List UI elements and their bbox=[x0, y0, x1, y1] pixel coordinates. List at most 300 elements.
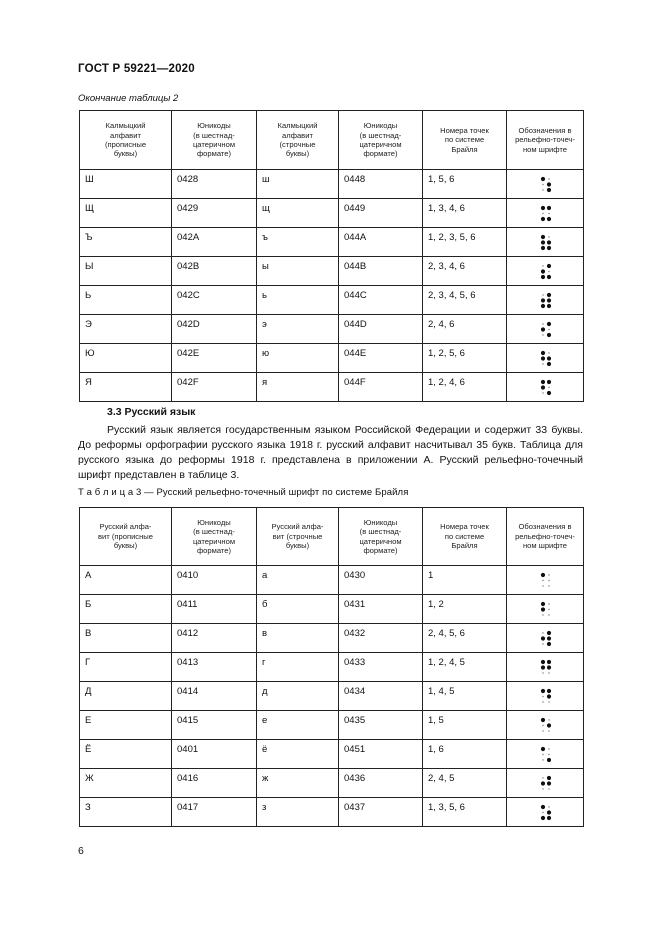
header-line: формате) bbox=[196, 149, 232, 159]
table2-col-header bbox=[423, 111, 507, 170]
braille-dot-flat bbox=[542, 363, 543, 364]
braille-dot-raised bbox=[547, 216, 551, 220]
cell-lower-code: 0437 bbox=[339, 798, 423, 827]
cell-lower: ё bbox=[257, 740, 339, 769]
cell-upper-code: 042A bbox=[172, 228, 257, 257]
cell-upper-code: 0411 bbox=[172, 595, 257, 624]
cell-braille bbox=[507, 170, 584, 199]
braille-dot-raised bbox=[547, 810, 551, 814]
braille-dot-raised bbox=[541, 601, 545, 605]
cell-lower-code: 0436 bbox=[339, 769, 423, 798]
braille-dot-flat bbox=[548, 603, 549, 604]
table-row bbox=[80, 624, 584, 653]
cell-braille bbox=[507, 257, 584, 286]
table2-col-header bbox=[80, 111, 172, 170]
braille-dot-flat bbox=[542, 811, 543, 812]
table3-col-header bbox=[339, 508, 423, 566]
cell-lower: е bbox=[257, 711, 339, 740]
header-line: Юникоды bbox=[363, 517, 398, 527]
cell-braille bbox=[507, 373, 584, 402]
braille-dot-raised bbox=[547, 781, 551, 785]
cell-lower: я bbox=[257, 373, 339, 402]
cell-lower-code: 044C bbox=[339, 286, 423, 315]
cell-lower-code: 0432 bbox=[339, 624, 423, 653]
cell-braille bbox=[507, 624, 584, 653]
braille-dot-raised bbox=[541, 636, 545, 640]
table2 bbox=[79, 110, 584, 402]
braille-dot-flat bbox=[548, 753, 549, 754]
braille-glyph-icon bbox=[540, 572, 552, 589]
cell-upper: Е bbox=[80, 711, 172, 740]
braille-dot-flat bbox=[548, 328, 549, 329]
braille-dot-flat bbox=[542, 724, 543, 725]
header-line: по системе bbox=[444, 135, 485, 145]
braille-dot-flat bbox=[542, 614, 543, 615]
cell-lower: д bbox=[257, 682, 339, 711]
header-line: Номера точек bbox=[440, 125, 489, 135]
braille-dot-raised bbox=[547, 303, 551, 307]
table-row bbox=[80, 711, 584, 740]
cell-upper-code: 042C bbox=[172, 286, 257, 315]
cell-braille bbox=[507, 286, 584, 315]
braille-dot-raised bbox=[547, 274, 551, 278]
braille-dot-flat bbox=[548, 806, 549, 807]
braille-dot-flat bbox=[542, 759, 543, 760]
braille-dot-raised bbox=[547, 332, 551, 336]
table-row bbox=[80, 740, 584, 769]
header-line: Русский алфа- bbox=[271, 522, 324, 532]
table-row bbox=[80, 566, 584, 595]
cell-lower: ш bbox=[257, 170, 339, 199]
cell-lower: в bbox=[257, 624, 339, 653]
cell-lower-code: 0448 bbox=[339, 170, 423, 199]
table3-col-header bbox=[172, 508, 257, 566]
braille-dot-raised bbox=[541, 298, 545, 302]
cell-upper: Ь bbox=[80, 286, 172, 315]
table3-col-header bbox=[507, 508, 584, 566]
table-row bbox=[80, 257, 584, 286]
cell-upper-code: 042D bbox=[172, 315, 257, 344]
braille-dot-flat bbox=[542, 212, 543, 213]
header-line: Брайля bbox=[451, 144, 478, 154]
cell-upper: Щ bbox=[80, 199, 172, 228]
table-row bbox=[80, 769, 584, 798]
braille-dot-flat bbox=[548, 788, 549, 789]
table-row bbox=[80, 595, 584, 624]
header-line: по системе bbox=[444, 531, 485, 541]
cell-dots: 2, 4, 5, 6 bbox=[423, 624, 507, 653]
braille-dot-flat bbox=[548, 585, 549, 586]
cell-dots: 1, 4, 5 bbox=[423, 682, 507, 711]
header-line: формате) bbox=[363, 545, 398, 555]
cell-upper: Ю bbox=[80, 344, 172, 373]
braille-dot-raised bbox=[547, 688, 551, 692]
braille-dot-flat bbox=[548, 608, 549, 609]
braille-glyph-icon bbox=[540, 804, 552, 821]
cell-lower-code: 044E bbox=[339, 344, 423, 373]
cell-dots: 1, 2, 4, 5 bbox=[423, 653, 507, 682]
header-line: ном шрифте bbox=[522, 541, 567, 551]
braille-dot-flat bbox=[548, 352, 549, 353]
table3-header-row bbox=[80, 508, 584, 566]
cell-braille bbox=[507, 199, 584, 228]
braille-dot-flat bbox=[548, 748, 549, 749]
braille-dot-raised bbox=[547, 356, 551, 360]
table3-col-header bbox=[257, 508, 339, 566]
cell-upper: Э bbox=[80, 315, 172, 344]
braille-dot-flat bbox=[548, 212, 549, 213]
cell-upper: Я bbox=[80, 373, 172, 402]
braille-dot-raised bbox=[541, 205, 545, 209]
cell-upper-code: 0429 bbox=[172, 199, 257, 228]
braille-dot-raised bbox=[541, 804, 545, 808]
braille-dot-flat bbox=[548, 178, 549, 179]
table2-continuation-caption: Окончание таблицы 2 bbox=[78, 93, 179, 104]
table-row bbox=[80, 315, 584, 344]
braille-glyph-icon bbox=[540, 176, 552, 193]
header-line: (в шестнад- bbox=[193, 130, 235, 140]
braille-dot-raised bbox=[547, 775, 551, 779]
braille-dot-raised bbox=[541, 659, 545, 663]
braille-dot-raised bbox=[541, 572, 545, 576]
header-line: Калмыцкий bbox=[277, 121, 318, 131]
table-row bbox=[80, 344, 584, 373]
header-line: формате) bbox=[196, 545, 232, 555]
cell-dots: 2, 3, 4, 6 bbox=[423, 257, 507, 286]
header-line: Обозначения в bbox=[518, 125, 572, 135]
cell-dots: 1, 2, 5, 6 bbox=[423, 344, 507, 373]
braille-dot-raised bbox=[547, 205, 551, 209]
header-line: Брайля bbox=[451, 541, 478, 551]
braille-glyph-icon bbox=[540, 379, 552, 396]
cell-upper: Ъ bbox=[80, 228, 172, 257]
braille-dot-raised bbox=[547, 240, 551, 244]
table2-body bbox=[80, 170, 584, 402]
table3 bbox=[79, 507, 584, 827]
cell-upper-code: 0414 bbox=[172, 682, 257, 711]
cell-upper: А bbox=[80, 566, 172, 595]
braille-dot-flat bbox=[542, 585, 543, 586]
braille-dot-flat bbox=[542, 265, 543, 266]
cell-dots: 2, 3, 4, 5, 6 bbox=[423, 286, 507, 315]
cell-upper-code: 042B bbox=[172, 257, 257, 286]
braille-dot-flat bbox=[542, 788, 543, 789]
table3-body bbox=[80, 566, 584, 827]
header-line: ном шрифте bbox=[522, 144, 567, 154]
braille-dot-raised bbox=[547, 182, 551, 186]
cell-dots: 1, 3, 4, 6 bbox=[423, 199, 507, 228]
braille-dot-raised bbox=[541, 303, 545, 307]
cell-lower: ь bbox=[257, 286, 339, 315]
braille-dot-raised bbox=[547, 723, 551, 727]
header-line: цатеричном bbox=[359, 140, 402, 149]
table2-col-header bbox=[172, 111, 257, 170]
cell-lower-code: 044B bbox=[339, 257, 423, 286]
cell-lower: з bbox=[257, 798, 339, 827]
header-line: вит (строчные bbox=[272, 531, 323, 541]
braille-dot-raised bbox=[541, 274, 545, 278]
braille-dot-raised bbox=[541, 746, 545, 750]
braille-dot-flat bbox=[542, 323, 543, 324]
cell-dots: 1, 2, 4, 6 bbox=[423, 373, 507, 402]
braille-dot-raised bbox=[541, 717, 545, 721]
braille-glyph-icon bbox=[540, 688, 552, 705]
cell-braille bbox=[507, 740, 584, 769]
cell-braille bbox=[507, 798, 584, 827]
braille-dot-flat bbox=[542, 753, 543, 754]
braille-dot-flat bbox=[542, 695, 543, 696]
braille-dot-flat bbox=[548, 579, 549, 580]
document-header: ГОСТ Р 59221—2020 bbox=[78, 63, 195, 75]
cell-lower-code: 044A bbox=[339, 228, 423, 257]
braille-dot-raised bbox=[547, 636, 551, 640]
braille-dot-raised bbox=[541, 269, 545, 273]
cell-upper: Ж bbox=[80, 769, 172, 798]
cell-braille bbox=[507, 653, 584, 682]
braille-glyph-icon bbox=[540, 263, 552, 280]
cell-lower-code: 0431 bbox=[339, 595, 423, 624]
page-number: 6 bbox=[78, 845, 84, 857]
braille-dot-flat bbox=[548, 386, 549, 387]
cell-upper: В bbox=[80, 624, 172, 653]
header-line: цатеричном bbox=[192, 140, 236, 149]
cell-upper-code: 042E bbox=[172, 344, 257, 373]
header-line: цатеричном bbox=[192, 536, 236, 546]
braille-dot-flat bbox=[542, 183, 543, 184]
cell-dots: 2, 4, 5 bbox=[423, 769, 507, 798]
cell-upper: Г bbox=[80, 653, 172, 682]
braille-glyph-icon bbox=[540, 775, 552, 792]
cell-upper-code: 0413 bbox=[172, 653, 257, 682]
braille-dot-flat bbox=[542, 189, 543, 190]
table-row bbox=[80, 682, 584, 711]
table3-header bbox=[80, 508, 584, 566]
header-line: буквы) bbox=[113, 149, 138, 159]
cell-lower-code: 0449 bbox=[339, 199, 423, 228]
header-line: рельефно-точеч- bbox=[515, 135, 575, 145]
braille-dot-raised bbox=[541, 688, 545, 692]
cell-upper: Б bbox=[80, 595, 172, 624]
cell-braille bbox=[507, 228, 584, 257]
table2-header bbox=[80, 111, 584, 170]
braille-glyph-icon bbox=[540, 717, 552, 734]
header-line: вит (прописные bbox=[98, 531, 153, 541]
braille-dot-flat bbox=[548, 574, 549, 575]
cell-upper-code: 042F bbox=[172, 373, 257, 402]
braille-dot-raised bbox=[541, 245, 545, 249]
header-line: (в шестнад- bbox=[359, 527, 402, 537]
cell-upper-code: 0415 bbox=[172, 711, 257, 740]
cell-upper: Д bbox=[80, 682, 172, 711]
table-row bbox=[80, 170, 584, 199]
table3-col-header bbox=[80, 508, 172, 566]
cell-upper: Ё bbox=[80, 740, 172, 769]
cell-lower: ж bbox=[257, 769, 339, 798]
cell-lower: г bbox=[257, 653, 339, 682]
braille-dot-flat bbox=[548, 730, 549, 731]
cell-dots: 1, 5, 6 bbox=[423, 170, 507, 199]
braille-glyph-icon bbox=[540, 659, 552, 676]
braille-dot-raised bbox=[547, 379, 551, 383]
braille-dot-flat bbox=[542, 701, 543, 702]
table-row bbox=[80, 798, 584, 827]
braille-dot-raised bbox=[541, 385, 545, 389]
braille-dot-raised bbox=[541, 216, 545, 220]
header-line: буквы) bbox=[285, 541, 310, 551]
cell-dots: 1 bbox=[423, 566, 507, 595]
braille-dot-flat bbox=[542, 294, 543, 295]
cell-lower: б bbox=[257, 595, 339, 624]
cell-upper-code: 0428 bbox=[172, 170, 257, 199]
cell-braille bbox=[507, 344, 584, 373]
header-line: Юникоды bbox=[363, 121, 398, 131]
braille-dot-raised bbox=[547, 641, 551, 645]
braille-dot-raised bbox=[541, 815, 545, 819]
cell-dots: 1, 2 bbox=[423, 595, 507, 624]
header-line: (строчные bbox=[279, 140, 316, 149]
cell-upper-code: 0410 bbox=[172, 566, 257, 595]
braille-dot-flat bbox=[548, 236, 549, 237]
cell-lower-code: 0434 bbox=[339, 682, 423, 711]
braille-glyph-icon bbox=[540, 292, 552, 309]
braille-glyph-icon bbox=[540, 234, 552, 251]
braille-glyph-icon bbox=[540, 350, 552, 367]
header-line: (в шестнад- bbox=[359, 130, 402, 140]
braille-dot-flat bbox=[548, 614, 549, 615]
header-line: Номера точек bbox=[440, 522, 489, 532]
cell-braille bbox=[507, 595, 584, 624]
cell-dots: 1, 2, 3, 5, 6 bbox=[423, 228, 507, 257]
braille-dot-raised bbox=[547, 292, 551, 296]
cell-upper-code: 0416 bbox=[172, 769, 257, 798]
section-title: 3.3 Русский язык bbox=[107, 406, 196, 418]
braille-dot-flat bbox=[548, 701, 549, 702]
braille-dot-raised bbox=[547, 298, 551, 302]
braille-dot-raised bbox=[541, 781, 545, 785]
table3-col-header bbox=[423, 508, 507, 566]
braille-glyph-icon bbox=[540, 630, 552, 647]
table-row bbox=[80, 286, 584, 315]
header-line: Русский алфа- bbox=[99, 522, 152, 532]
braille-dot-flat bbox=[542, 643, 543, 644]
braille-dot-flat bbox=[548, 270, 549, 271]
braille-dot-flat bbox=[542, 632, 543, 633]
table3-caption: Т а б л и ц а 3 — Русский рельефно-точечный шрифт по системе Брайля bbox=[78, 487, 409, 498]
header-line: (в шестнад- bbox=[193, 527, 235, 537]
table2-col-header bbox=[257, 111, 339, 170]
header-line: Юникоды bbox=[197, 121, 231, 131]
cell-lower-code: 044D bbox=[339, 315, 423, 344]
cell-upper-code: 0417 bbox=[172, 798, 257, 827]
cell-upper: З bbox=[80, 798, 172, 827]
braille-dot-raised bbox=[541, 607, 545, 611]
braille-dot-raised bbox=[541, 350, 545, 354]
braille-dot-flat bbox=[548, 719, 549, 720]
header-line: алфавит bbox=[110, 130, 141, 140]
header-line: буквы) bbox=[285, 149, 310, 159]
braille-dot-raised bbox=[547, 630, 551, 634]
braille-dot-flat bbox=[548, 672, 549, 673]
braille-dot-raised bbox=[541, 379, 545, 383]
braille-glyph-icon bbox=[540, 321, 552, 338]
cell-braille bbox=[507, 682, 584, 711]
table-row bbox=[80, 653, 584, 682]
braille-dot-flat bbox=[542, 392, 543, 393]
header-line: Юникоды bbox=[197, 517, 231, 527]
cell-braille bbox=[507, 769, 584, 798]
cell-lower: щ bbox=[257, 199, 339, 228]
braille-dot-raised bbox=[547, 694, 551, 698]
cell-upper: Ш bbox=[80, 170, 172, 199]
cell-lower: э bbox=[257, 315, 339, 344]
braille-dot-raised bbox=[541, 176, 545, 180]
cell-upper-code: 0401 bbox=[172, 740, 257, 769]
braille-dot-raised bbox=[547, 390, 551, 394]
cell-braille bbox=[507, 566, 584, 595]
cell-dots: 1, 6 bbox=[423, 740, 507, 769]
header-line: формате) bbox=[363, 149, 398, 159]
braille-dot-flat bbox=[542, 334, 543, 335]
braille-dot-raised bbox=[541, 327, 545, 331]
cell-braille bbox=[507, 711, 584, 740]
header-line: буквы) bbox=[113, 541, 138, 551]
braille-glyph-icon bbox=[540, 205, 552, 222]
braille-glyph-icon bbox=[540, 746, 552, 763]
header-line: рельефно-точеч- bbox=[515, 531, 575, 541]
cell-dots: 2, 4, 6 bbox=[423, 315, 507, 344]
braille-dot-raised bbox=[547, 815, 551, 819]
table2-col-header bbox=[507, 111, 584, 170]
braille-dot-raised bbox=[541, 356, 545, 360]
header-line: алфавит bbox=[282, 130, 313, 140]
cell-lower: ы bbox=[257, 257, 339, 286]
cell-lower: ю bbox=[257, 344, 339, 373]
braille-glyph-icon bbox=[540, 601, 552, 618]
braille-dot-raised bbox=[547, 187, 551, 191]
braille-dot-raised bbox=[547, 263, 551, 267]
table-row bbox=[80, 228, 584, 257]
cell-upper: Ы bbox=[80, 257, 172, 286]
braille-dot-raised bbox=[541, 234, 545, 238]
braille-dot-raised bbox=[541, 665, 545, 669]
header-line: (прописные bbox=[104, 140, 147, 149]
table2-header-row bbox=[80, 111, 584, 170]
cell-dots: 1, 5 bbox=[423, 711, 507, 740]
table-row bbox=[80, 373, 584, 402]
cell-dots: 1, 3, 5, 6 bbox=[423, 798, 507, 827]
braille-dot-raised bbox=[547, 659, 551, 663]
braille-dot-flat bbox=[542, 579, 543, 580]
braille-dot-flat bbox=[542, 730, 543, 731]
braille-dot-raised bbox=[547, 757, 551, 761]
braille-dot-raised bbox=[547, 665, 551, 669]
braille-dot-raised bbox=[547, 321, 551, 325]
section-paragraph: Русский язык является государственным языком Российской Федерации и содержит 33 буквы. До реформы орфографии русского языка 1918 г. русский алфавит насчитывал 35 букв. Таблица для русского языка до реформы 1918 г. представлена в приложении А. Русский рельефно-точечный шрифт представлен в таблице 3. bbox=[78, 424, 583, 481]
header-line: цатеричном bbox=[359, 536, 402, 546]
cell-lower-code: 0433 bbox=[339, 653, 423, 682]
braille-dot-flat bbox=[542, 777, 543, 778]
header-line: Калмыцкий bbox=[105, 121, 146, 131]
braille-dot-raised bbox=[547, 361, 551, 365]
table-row bbox=[80, 199, 584, 228]
cell-lower: ъ bbox=[257, 228, 339, 257]
cell-lower-code: 0430 bbox=[339, 566, 423, 595]
header-line: Обозначения в bbox=[518, 522, 572, 532]
cell-lower: а bbox=[257, 566, 339, 595]
cell-braille bbox=[507, 315, 584, 344]
braille-dot-flat bbox=[542, 672, 543, 673]
cell-upper-code: 0412 bbox=[172, 624, 257, 653]
